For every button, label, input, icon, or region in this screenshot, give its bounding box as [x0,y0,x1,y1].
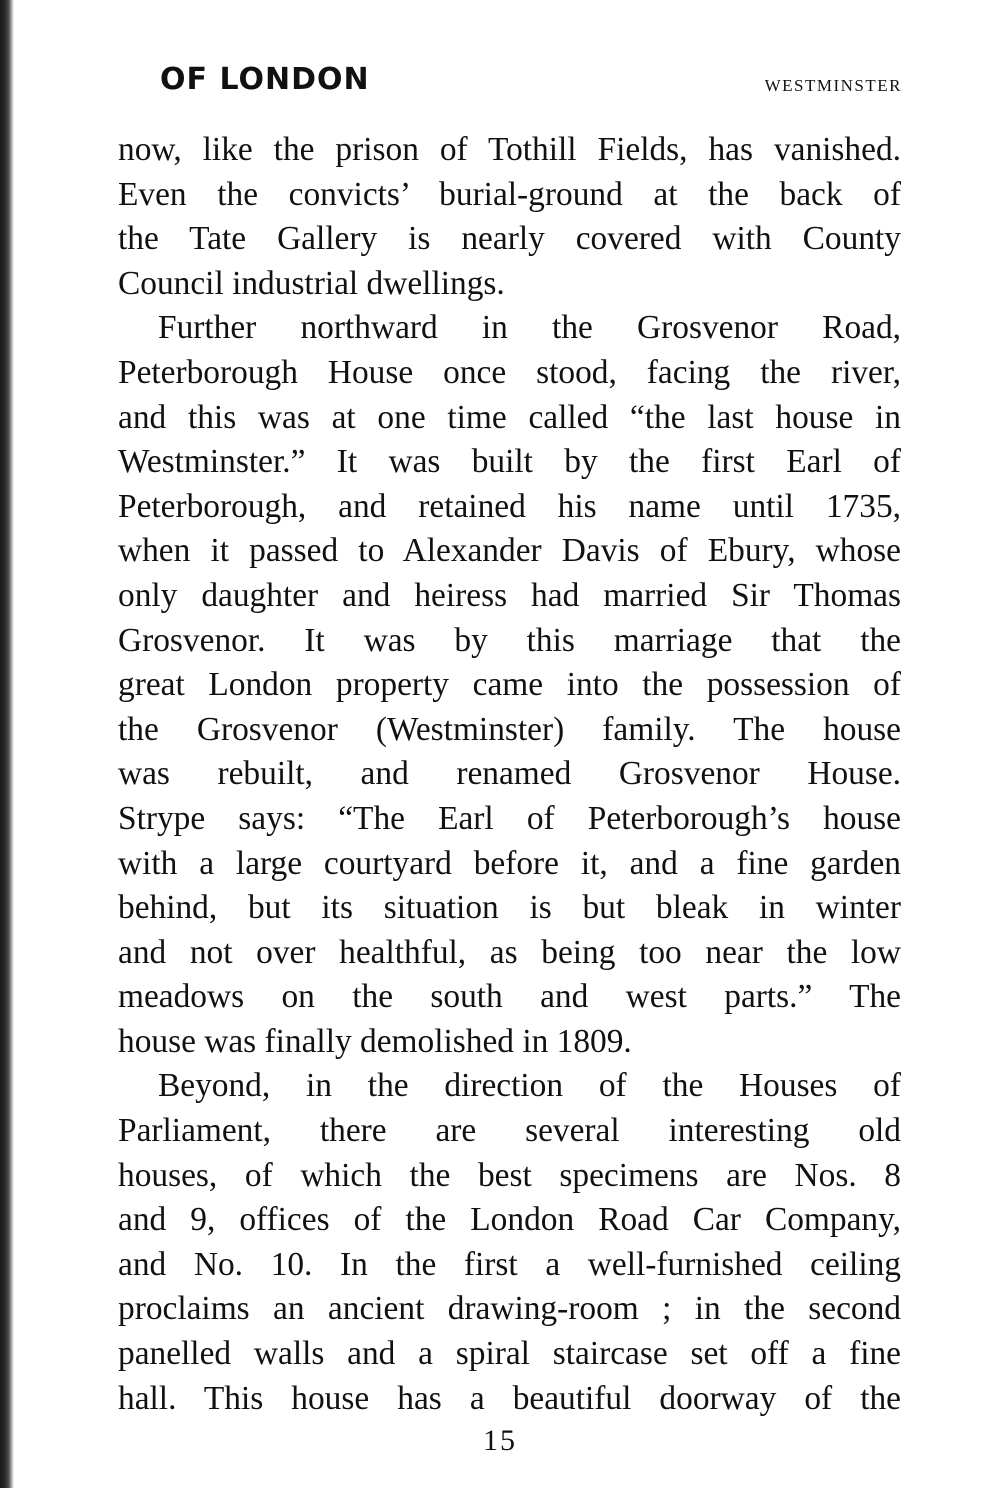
body-text [118,128,901,1421]
text-line: Strype says: “The Earl of Peterborough’s house [118,799,901,837]
text-line: now, like the prison of Tothill Fields, has vanished. [118,131,901,168]
text-line: Beyond, in the direction of the Houses of [158,1067,901,1105]
text-line: great London property came into the possession of [118,666,901,704]
text-line: Grosvenor. It was by this marriage that the [118,621,901,659]
text-line: Peterborough House once stood, facing the river, [118,353,901,391]
text-line: and this was at one time called “the last house in [118,398,901,436]
text-line: behind, but its situation is but bleak in winter [118,889,901,927]
text-line: Parliament, there are several interesting old [118,1112,901,1150]
text-line: the Tate Gallery is nearly covered with County [118,220,901,258]
text-line: proclaims an ancient drawing-room ; in the second [118,1290,901,1328]
page-number: 15 [483,1424,517,1457]
text-line: and No. 10. In the first a well-furnished ceiling [118,1245,901,1283]
header-title: OF LONDON [160,62,370,97]
text-line: panelled walls and a spiral staircase set off a fine [118,1335,901,1373]
text-line: meadows on the south and west parts.” The [118,978,901,1016]
text-line: Peterborough, and retained his name until 1735, [118,487,901,525]
text-line: houses, of which the best specimens are Nos. 8 [118,1156,901,1194]
text-line: with a large courtyard before it, and a fine garden [118,844,901,882]
text-line: and not over healthful, as being too near the low [118,933,901,971]
text-line: house was finally demolished in 1809. [118,1022,632,1060]
text-line: only daughter and heiress had married Sir Thomas [118,576,901,614]
header-section: WESTMINSTER [764,76,902,95]
text-line: and 9, offices of the London Road Car Company, [118,1201,901,1239]
running-header [160,62,902,102]
text-line: Even the convicts’ burial-ground at the back of [118,175,901,213]
text-line: hall. This house has a beautiful doorway of the [118,1379,901,1417]
text-line: the Grosvenor (Westminster) family. The house [118,710,901,748]
text-line: Westminster.” It was built by the first Earl of [118,443,901,481]
binding-edge [0,0,14,1488]
text-line: Council industrial dwellings. [118,264,505,302]
text-line: Further northward in the Grosvenor Road, [158,309,901,347]
text-line: when it passed to Alexander Davis of Ebury, whose [118,532,901,570]
text-line: was rebuilt, and renamed Grosvenor House. [118,755,901,793]
